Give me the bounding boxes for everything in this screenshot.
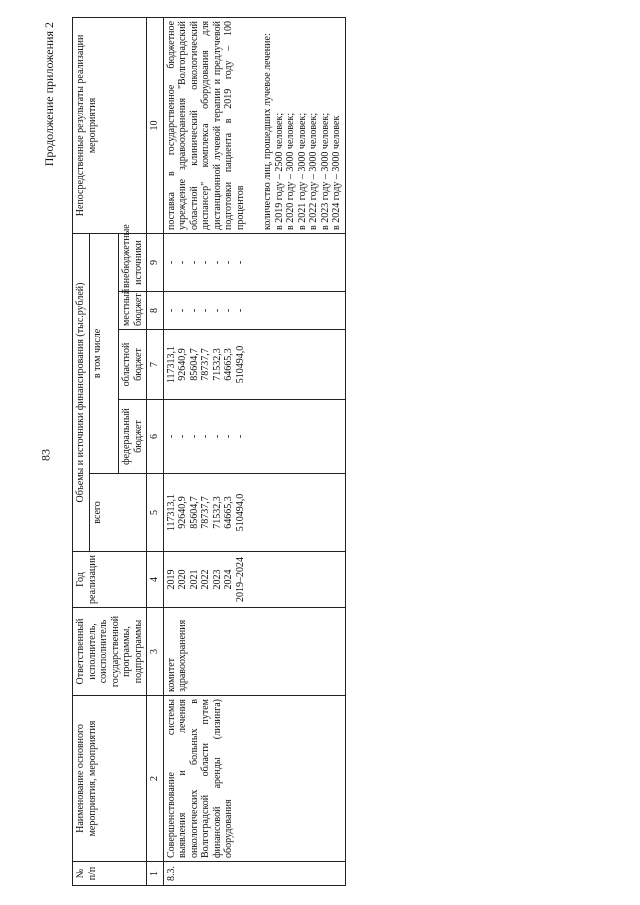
colnum-9: 9: [147, 233, 164, 291]
regional-value: 78737,7: [200, 348, 211, 381]
header-col-number: № п/п: [73, 862, 147, 886]
result-delivery: поставка в государственное бюджетное учреждение здравоохранения "Волгоградский областной клинический онкологический диспансер" комплекса оборудования для дистанционной лучевой терапии и предлучевой подготовки пациента в 2019 году – 100 процентов: [165, 20, 246, 230]
header-col-local: местный бюджет: [119, 292, 147, 330]
extrabudget-value: -: [177, 260, 188, 265]
total-value: 117313,1: [165, 493, 177, 532]
continuation-title: Продолжение приложения 2: [42, 22, 56, 167]
year-value: 2021: [188, 569, 200, 590]
financing-table: [72, 17, 346, 886]
colnum-8: 8: [147, 292, 164, 330]
federal-cell: [163, 400, 345, 474]
regional-value: 117313,1: [165, 345, 177, 384]
regional-value: 510494,0: [234, 345, 246, 384]
federal-value: -: [177, 434, 188, 439]
extrabudget-value: -: [211, 260, 223, 265]
extrabudget-cell: [163, 233, 345, 291]
table-row: [163, 17, 345, 885]
years-cell: [163, 552, 345, 608]
rotated-page-content: [40, 18, 600, 886]
extrabudget-value: -: [165, 260, 177, 265]
year-value: 2020: [177, 569, 188, 590]
header-financing-group: Объемы и источники финансирования (тыс.рублей): [73, 233, 90, 551]
colnum-6: 6: [147, 400, 164, 474]
local-value: -: [177, 308, 188, 313]
colnum-2: 2: [147, 696, 164, 862]
header-col-results: Непосредственные результаты реализации мероприятия: [73, 17, 147, 233]
colnum-7: 7: [147, 330, 164, 400]
colnum-1: 1: [147, 862, 164, 886]
colnum-10: 10: [147, 17, 164, 233]
local-value: -: [211, 308, 223, 313]
row-number: 8.3.: [163, 862, 345, 886]
year-value: 2023: [211, 569, 223, 590]
total-cell: [163, 474, 345, 552]
extrabudget-value: -: [200, 260, 211, 265]
regional-cell: [163, 330, 345, 400]
total-value: 71532,3: [211, 496, 223, 529]
regional-value: 64665,3: [223, 348, 234, 381]
regional-value: 92640,9: [177, 348, 188, 381]
colnum-5: 5: [147, 474, 164, 552]
results-cell: [163, 17, 345, 233]
page-number: 83: [38, 449, 53, 461]
federal-value: -: [165, 434, 177, 439]
result-patients: количество лиц, прошедших лучевое лечение: в 2019 году – 2500 человек; в 2020 году – 3000 человек; в 2021 году – 3000 человек; в 2022 году – 3000 человек; в 2023 году – 3000 человек; в 2024 году – 3000 человек: [262, 33, 342, 230]
total-value: 64665,3: [223, 496, 234, 529]
federal-value: -: [234, 434, 246, 439]
extrabudget-value: -: [223, 260, 234, 265]
header-col-year: Год реализации: [73, 552, 147, 608]
year-value: 2022: [200, 569, 211, 590]
local-value: -: [234, 308, 246, 313]
header-col-federal: федеральный бюджет: [119, 400, 147, 474]
year-value: 2024: [223, 569, 234, 590]
extrabudget-value: -: [188, 260, 200, 265]
local-value: -: [200, 308, 211, 313]
total-value: 78737,7: [200, 496, 211, 529]
header-row-1: [73, 17, 90, 885]
header-col-regional: областной бюджет: [119, 330, 147, 400]
federal-value: -: [211, 434, 223, 439]
colnum-3: 3: [147, 608, 164, 696]
extrabudget-value: -: [234, 260, 246, 265]
year-value: 2019–2024: [234, 557, 246, 602]
total-value: 92640,9: [177, 496, 188, 529]
total-value: 85604,7: [188, 496, 200, 529]
local-value: -: [188, 308, 200, 313]
regional-value: 85604,7: [188, 348, 200, 381]
header-col-name: Наименование основного мероприятия, мероприятия: [73, 696, 147, 862]
federal-value: -: [188, 434, 200, 439]
federal-value: -: [200, 434, 211, 439]
federal-value: -: [223, 434, 234, 439]
activity-name: Совершенствование системы выявления и лечения онкологических больных в Волгоградской области путем финансовой аренды (лизинга) оборудования: [163, 696, 345, 862]
total-value: 510494,0: [234, 493, 246, 532]
header-including: в том числе: [89, 233, 119, 473]
header-col-total: всего: [89, 474, 147, 552]
column-number-row: [147, 17, 164, 885]
executor: комитет здравоохранения: [163, 608, 345, 696]
header-col-extrabudget: внебюджетные источники: [119, 233, 147, 291]
local-value: -: [165, 308, 177, 313]
local-cell: [163, 292, 345, 330]
regional-value: 71532,3: [211, 348, 223, 381]
colnum-4: 4: [147, 552, 164, 608]
header-col-executor: Ответственный исполнитель, соисполнитель государственной программы, подпрограммы: [73, 608, 147, 696]
year-value: 2019: [165, 569, 177, 590]
local-value: -: [223, 308, 234, 313]
